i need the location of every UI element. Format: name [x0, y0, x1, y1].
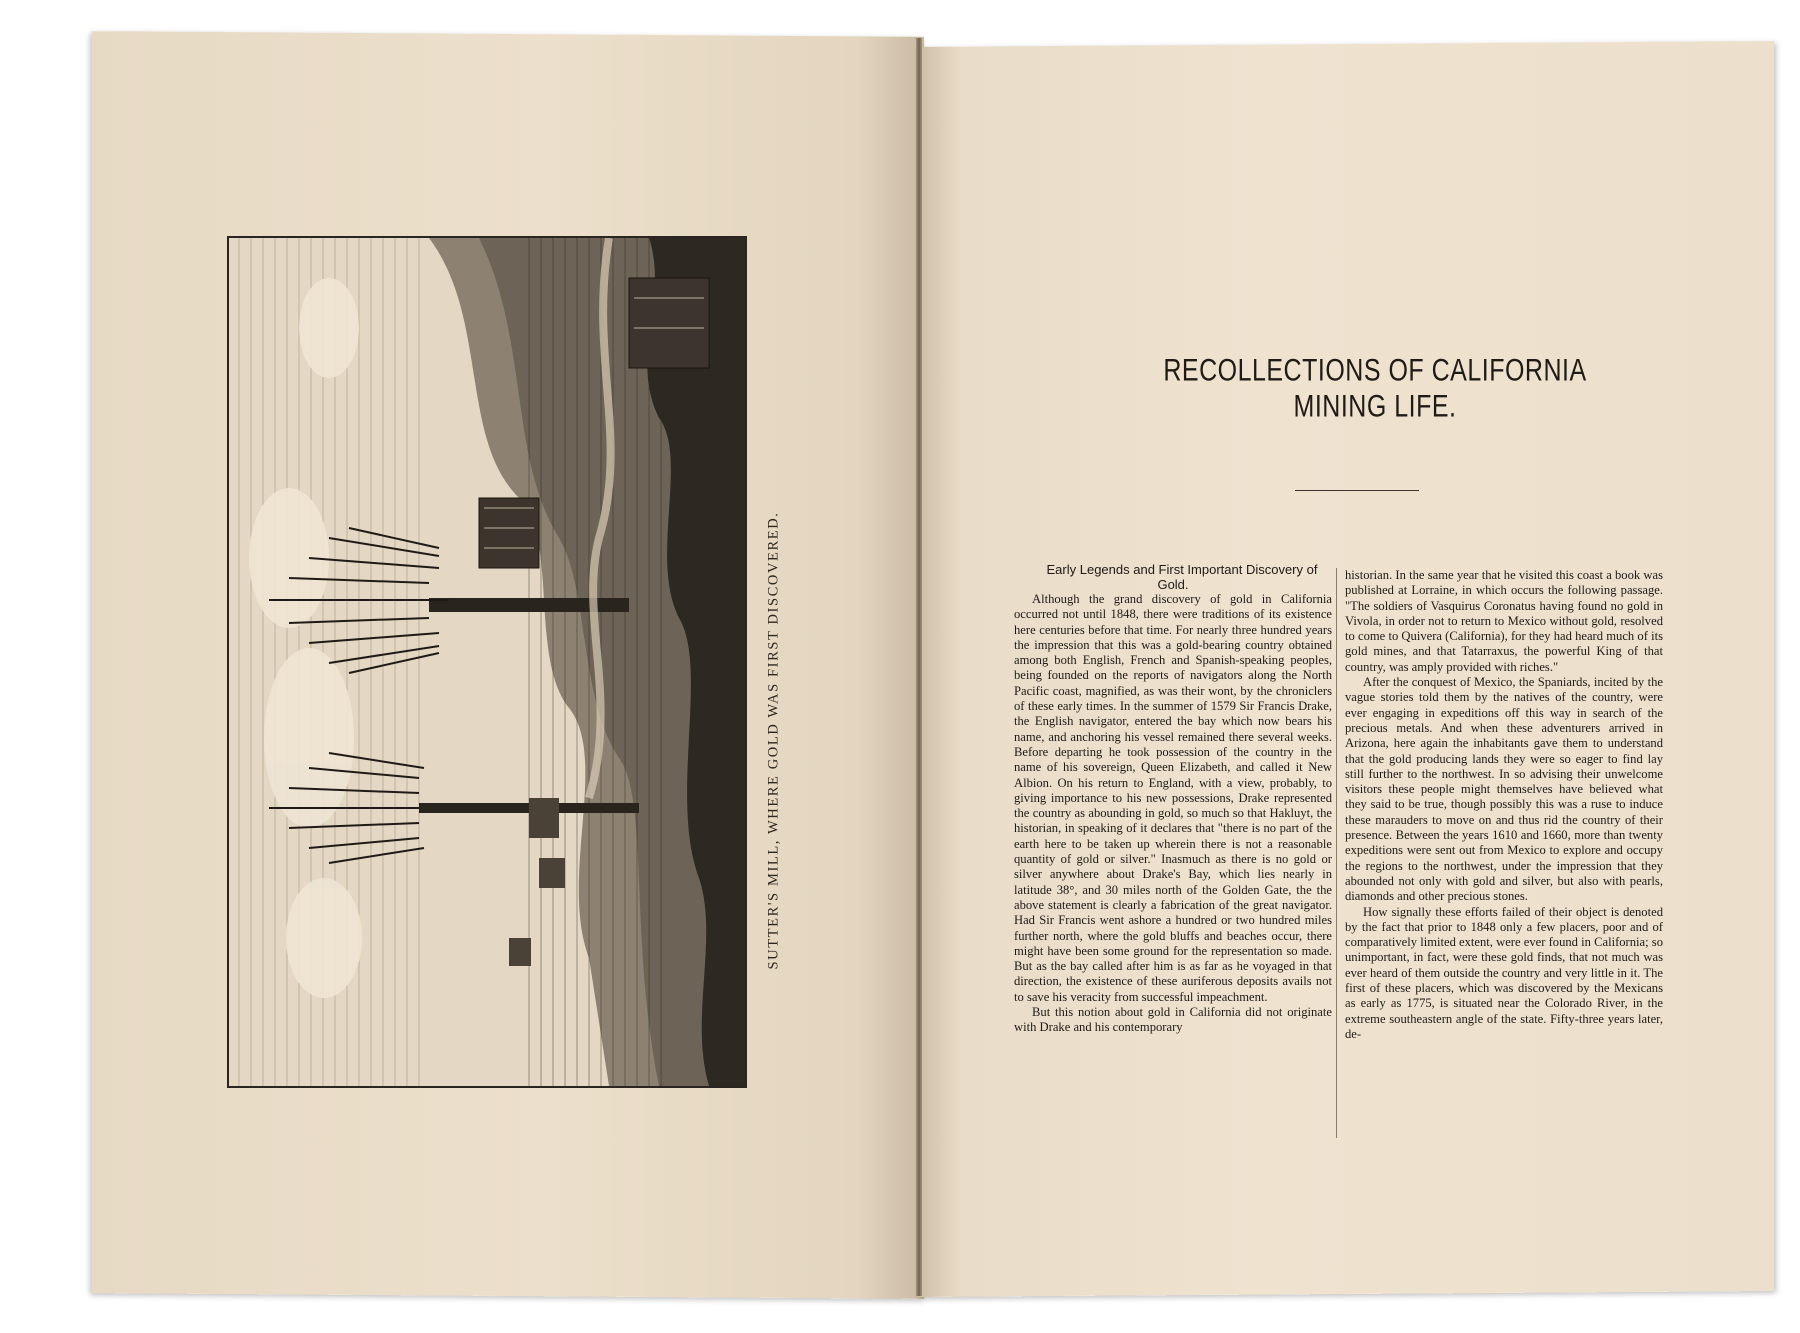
- paragraph: But this notion about gold in California did not originate with Drake and his contemporary: [1014, 1005, 1332, 1035]
- paragraph: Although the grand discovery of gold in California occurred not until 1848, there were traditions of its existence here centuries before that time. For nearly three hundred years the impression that this was a gold-bearing country obtained among both English, French and Spanish-speaking peoples, being founded on the reports of navigators along the North Pacific coast, magnified, as was their wont, by the chroniclers of these early times. In the summer of 1579 Sir Francis Drake, the English navigator, entered the bay which now bears his name, and anchoring his vessel remained there several weeks. Before departing he took possession of the country in the name of his sovereign, Queen Elizabeth, and called it New Albion. On his return to England, with a view, probably, to giving importance to his new possessions, Drake represented the country as abounding in gold, so much so that Hakluyt, the historian, in speaking of it declares that "there is no part of the earth here to be taken up wherein there is not a reasonable quantity of gold or silver." Inasmuch as there is no gold or silver anywhere about Drake's Bay, which lies nearly in latitude 38°, and 30 miles north of the Golden Gate, the the above statement is clearly a fabrication of the great navigator. Had Sir Francis went ashore a hundred or two hundred miles further north, where the gold bluffs and beaches occur, there might have been some ground for the representation so made. But as the bay called after him is as far as he voyaged in that direction, the existence of these auriferous deposits avails not to save his veracity from successful impeachment.: [1014, 592, 1332, 1004]
- engraving-caption: SUTTER'S MILL, WHERE GOLD WAS FIRST DISCOVERED.: [765, 510, 782, 970]
- paragraph: After the conquest of Mexico, the Spaniards, incited by the vague stories told them by the natives of the country, were ever engaging in expeditions off this way in search of the precious metals. And when these adventurers arrived in Arizona, here again the inhabitants gave them to understand that the gold producing lands they were so eager to find lay still further to the northwest. In so advising their unwelcome visitors these people might themselves have believed what they said to be true, though possibly this was a ruse to induce these marauders to move on and thus rid the country of their presence. Between the years 1610 and 1660, more than twenty expeditions were sent out from Mexico to explore and occupy the regions to the northwest, under the impression that they abounded not only with gold and silver, but also with pearls, diamonds and other precious stones.: [1345, 675, 1663, 904]
- section-heading: Early Legends and First Important Discovery of Gold.: [1046, 562, 1318, 592]
- column-divider: [1336, 568, 1337, 1138]
- page-title: RECOLLECTIONS OF CALIFORNIA MINING LIFE.: [1163, 352, 1587, 424]
- text-column-right: [1345, 568, 1663, 1042]
- text-column-left: [1014, 562, 1332, 1036]
- sutters-mill-engraving: [227, 236, 747, 1088]
- title-rule: [1295, 490, 1419, 491]
- paragraph: How signally these efforts failed of their object is denoted by the fact that prior to 1848 only a few placers, poor and of comparatively limited extent, were ever found in California; so unimportant, in fact, were these gold finds, that not much was ever heard of them outside the country and very little in it. The first of these placers, which was discovered by the Mexicans as early as 1775, is situated near the Colorado River, in the extreme southeastern angle of the state. Fifty-three years later, de-: [1345, 904, 1663, 1041]
- book-gutter: [916, 38, 922, 1296]
- paragraph: historian. In the same year that he visited this coast a book was published at Lorraine, in which occurs the following passage. "The soldiers of Vasquirus Coronatus having found no gold in Vivola, in order not to return to Mexico without gold, resolved to come to Quivera (California), for they had heard much of its gold mines, and that Tatarraxus, the powerful King of that country, was amply provided with riches.": [1345, 568, 1663, 674]
